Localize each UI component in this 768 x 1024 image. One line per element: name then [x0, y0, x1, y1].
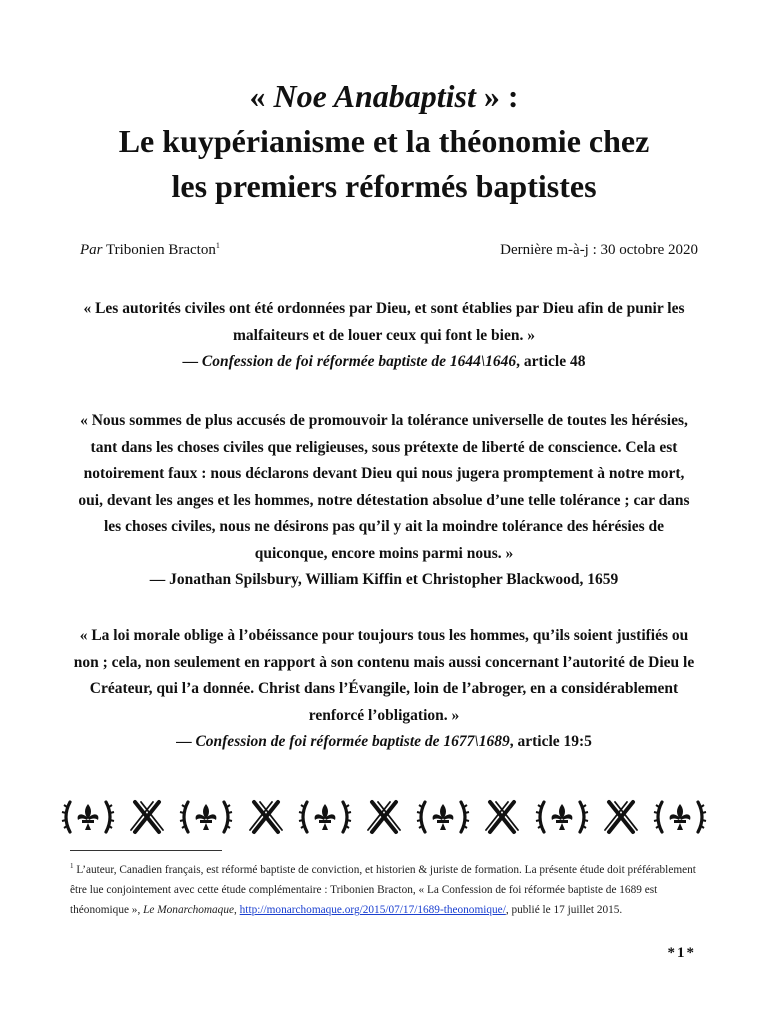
epigraph-quote	[70, 623, 698, 756]
cross-ornament-icon	[364, 798, 404, 836]
author-credit: Par Tribonien Bracton$^1$	[80, 241, 220, 258]
quote-attribution: — Confession de foi réformée baptiste de 1677\1689, article 19:5	[176, 733, 592, 750]
quote-attribution: — Confession de foi réformée baptiste de 1644\1646, article 48	[182, 353, 586, 370]
fleur-de-lis-icon	[178, 798, 234, 836]
title-line-2: Le kuypérianisme et la théonomie chez	[118, 123, 650, 159]
epigraph-quote	[70, 408, 698, 594]
footnote-ref[interactable]: 1	[215, 241, 220, 250]
quote-attribution: — Jonathan Spilsbury, William Kiffin et Christopher Blackwood, 1659	[149, 571, 619, 588]
quote-text: « Nous sommes de plus accusés de promouvoir la tolérance universelle de toutes les hérésies, tant dans les choses civiles que religieuses, sous prétexte de liberté de conscience. Cela est notoirement faux : nous déclarons devant Dieu qui nous jugera promptement à notre mort, oui, devant les anges et les hommes, notre détestation absolue d’une telle tolérance ; car dans les choses civiles, nous ne désirons pas qu’il y ait la moindre tolérance des hérésies de quiconque, encore moins parmi nous. »	[78, 412, 690, 562]
footnote: $^1$ L’auteur, Canadien français, est réformé baptiste de conviction, et historien & juriste de formation. La présente étude doit préférablement être lue conjointement avec cette étude complémentaire : Tribonien Bracton, « La Confession de foi réformée baptiste de 1689 est théonomique », Le Monarchomaque, http://monarchomaque.org/2015/07/17/1689-theonomique/, publié le 17 juillet 2015.	[70, 862, 696, 916]
fleur-de-lis-icon	[297, 798, 353, 836]
last-updated: Dernière m-à-j : 30 octobre 2020	[500, 242, 698, 258]
cross-ornament-icon	[482, 798, 522, 836]
cross-ornament-icon	[601, 798, 641, 836]
quote-text: « Les autorités civiles ont été ordonnées par Dieu, et sont établies par Dieu afin de punir les malfaiteurs et de louer ceux qui font le bien. »	[83, 300, 685, 344]
fleur-de-lis-icon	[415, 798, 471, 836]
fleur-de-lis-icon	[534, 798, 590, 836]
title-line-1: « Noe Anabaptist » :	[249, 78, 519, 114]
journal-title: Le Monarchomaque	[143, 904, 234, 916]
byline	[80, 240, 698, 260]
cross-ornament-icon	[246, 798, 286, 836]
epigraph-quote	[70, 296, 698, 376]
page-number: *1*	[667, 945, 696, 961]
title-emphasis: Noe Anabaptist	[273, 78, 476, 114]
footnote-link[interactable]: http://monarchomaque.org/2015/07/17/1689-theonomique/	[239, 904, 506, 916]
footnote-separator	[70, 850, 222, 851]
quote-text: « La loi morale oblige à l’obéissance pour toujours tous les hommes, qu’ils soient justifiés ou non ; cela, non seulement en rapport à son contenu mais aussi concernant l’autorité de Dieu le Créateur, qui l’a donnée. Christ dans l’Évangile, loin de l’abroger, en a considérablement renforcé l’obligation. »	[73, 627, 695, 724]
footnote-number: 1	[70, 862, 74, 871]
fleur-de-lis-icon	[60, 798, 116, 836]
fleur-de-lis-border-icon	[60, 795, 708, 839]
cross-ornament-icon	[127, 798, 167, 836]
fleur-de-lis-icon	[652, 798, 708, 836]
page-title	[40, 74, 728, 209]
title-line-3: les premiers réformés baptistes	[171, 168, 597, 204]
